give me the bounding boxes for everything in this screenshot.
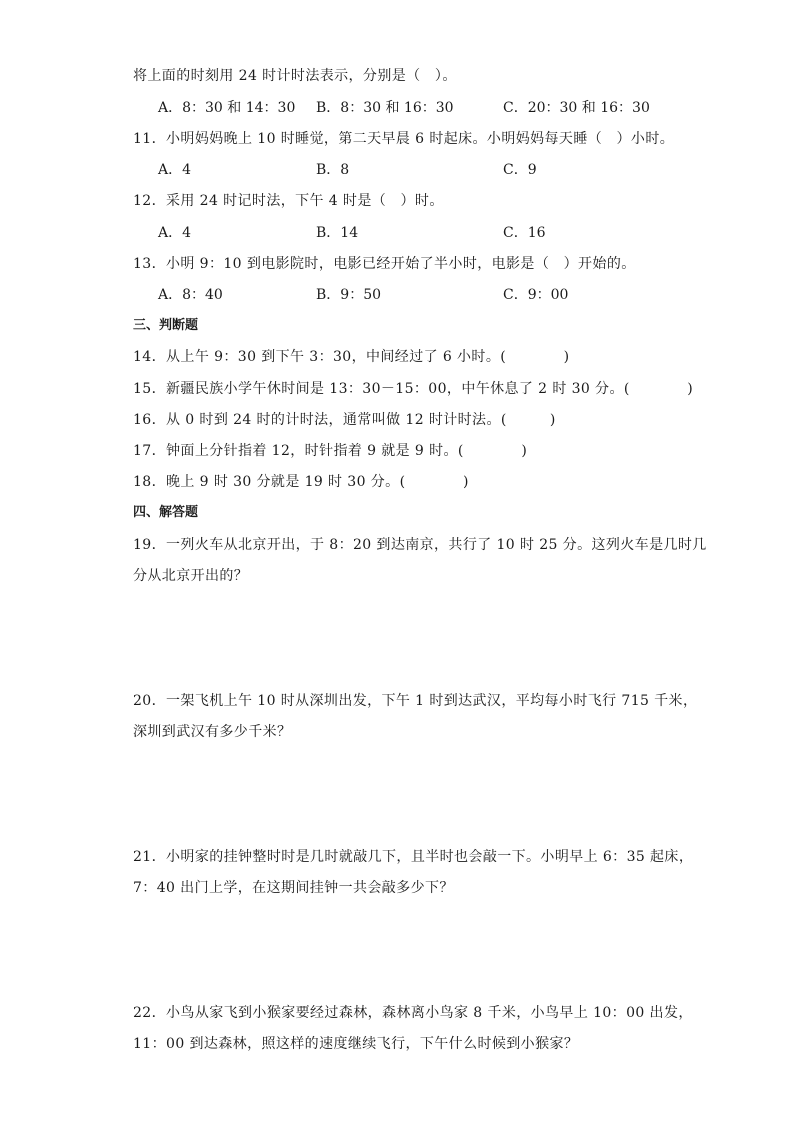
question-21-line-2: 7：40 出门上学，在这期间挂钟一共会敲多少下？ xyxy=(133,880,454,896)
q11-option-b: B．8 xyxy=(316,162,350,178)
question-14: 14．从上午 9：30 到下午 3：30，中间经过了 6 小时。( ) xyxy=(133,349,570,365)
q13-option-c: C．9：00 xyxy=(503,287,569,303)
q10-option-c: C．20：30 和 16：30 xyxy=(503,100,650,116)
section-3-heading: 三、判断题 xyxy=(133,318,199,333)
question-11-stem: 11．小明妈妈晚上 10 时睡觉，第二天早晨 6 时起床。小明妈妈每天睡（ ）小时。 xyxy=(133,131,675,147)
q10-option-a: A．8：30 和 14：30 xyxy=(158,100,296,116)
q13-option-b: B．9：50 xyxy=(316,287,382,303)
q10-option-b: B．8：30 和 16：30 xyxy=(316,100,454,116)
question-20-line-1: 20．一架飞机上午 10 时从深圳出发，下午 1 时到达武汉，平均每小时飞行 715 千米， xyxy=(133,693,698,709)
q11-option-c: C．9 xyxy=(503,162,537,178)
question-18: 18．晚上 9 时 30 分就是 19 时 30 分。( ) xyxy=(133,474,469,490)
question-10-stem: 将上面的时刻用 24 时计时法表示，分别是（ ）。 xyxy=(133,68,457,84)
question-22-line-2: 11：00 到达森林，照这样的速度继续飞行，下午什么时候到小猴家？ xyxy=(133,1036,579,1052)
question-17: 17．钟面上分针指着 12，时针指着 9 就是 9 时。( ) xyxy=(133,443,528,459)
question-12-stem: 12．采用 24 时记时法，下午 4 时是（ ）时。 xyxy=(133,193,444,209)
question-22-line-1: 22．小鸟从家飞到小猴家要经过森林，森林离小鸟家 8 千米，小鸟早上 10：00 出发， xyxy=(133,1005,693,1021)
q11-option-a: A．4 xyxy=(158,162,192,178)
q13-option-a: A．8：40 xyxy=(158,287,223,303)
question-16: 16．从 0 时到 24 时的计时法，通常叫做 12 时计时法。( ) xyxy=(133,412,556,428)
q12-option-a: A．4 xyxy=(158,225,192,241)
question-21-line-1: 21．小明家的挂钟整时时是几时就敲几下，且半时也会敲一下。小明早上 6：35 起床， xyxy=(133,849,694,865)
question-15: 15．新疆民族小学午休时间是 13：30－15：00，中午休息了 2 时 30 分。( ) xyxy=(133,381,694,397)
question-19-line-2: 分从北京开出的？ xyxy=(133,568,249,584)
question-13-stem: 13．小明 9：10 到电影院时，电影已经开始了半小时，电影是（ ）开始的。 xyxy=(133,256,636,272)
q12-option-c: C．16 xyxy=(503,225,546,241)
section-4-heading: 四、解答题 xyxy=(133,505,199,520)
question-20-line-2: 深圳到武汉有多少千米？ xyxy=(133,724,292,740)
question-19-line-1: 19．一列火车从北京开出，于 8：20 到达南京，共行了 10 时 25 分。这列火车是几时几 xyxy=(133,537,707,553)
q12-option-b: B．14 xyxy=(316,225,359,241)
